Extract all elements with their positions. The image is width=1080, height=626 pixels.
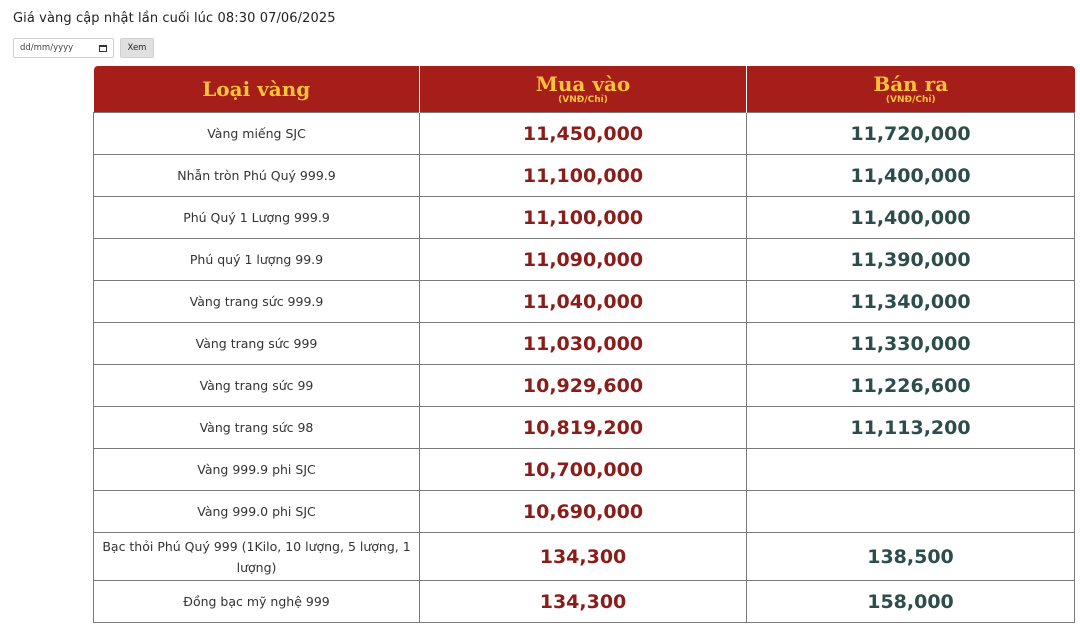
table-row (94, 281, 1075, 323)
row-sell-price: 158,000 (747, 581, 1075, 623)
header-gold-type-label: Loại vàng (202, 77, 311, 101)
row-name: Phú quý 1 lượng 99.9 (94, 239, 420, 281)
row-sell-price: 11,226,600 (747, 365, 1075, 407)
table-row (94, 581, 1075, 623)
row-buy-price: 10,700,000 (420, 449, 747, 491)
header-buy-label: Mua vào (535, 72, 631, 96)
row-buy-price: 11,040,000 (420, 281, 747, 323)
calendar-icon[interactable] (99, 45, 107, 52)
header-sell-unit: (VNĐ/Chỉ) (885, 95, 936, 105)
row-name: Vàng trang sức 98 (94, 407, 420, 449)
table-row (94, 533, 1075, 581)
table-row (94, 155, 1075, 197)
header-sell-label: Bán ra (873, 72, 949, 96)
row-name: Vàng trang sức 999 (94, 323, 420, 365)
table-row (94, 197, 1075, 239)
row-buy-price: 10,929,600 (420, 365, 747, 407)
last-updated-text: Giá vàng cập nhật lần cuối lúc 08:30 07/06/2025 (13, 11, 336, 26)
row-name: Nhẫn tròn Phú Quý 999.9 (94, 155, 420, 197)
table-header-row (94, 66, 1075, 113)
row-sell-price: 11,390,000 (747, 239, 1075, 281)
row-name: Vàng 999.9 phi SJC (94, 449, 420, 491)
row-sell-price: 11,340,000 (747, 281, 1075, 323)
table-row (94, 449, 1075, 491)
row-buy-price: 11,090,000 (420, 239, 747, 281)
date-input[interactable] (13, 38, 114, 58)
date-input-placeholder: dd/mm/yyyy (20, 43, 74, 53)
row-buy-price: 134,300 (420, 581, 747, 623)
row-name: Vàng 999.0 phi SJC (94, 491, 420, 533)
row-buy-price: 11,030,000 (420, 323, 747, 365)
row-sell-price: 11,400,000 (747, 197, 1075, 239)
table-row (94, 407, 1075, 449)
table-row (94, 239, 1075, 281)
row-name: Vàng trang sức 999.9 (94, 281, 420, 323)
table-row (94, 365, 1075, 407)
header-buy (420, 66, 747, 113)
table-row (94, 323, 1075, 365)
row-name: Vàng miếng SJC (94, 113, 420, 155)
row-buy-price: 11,450,000 (420, 113, 747, 155)
row-buy-price: 11,100,000 (420, 197, 747, 239)
row-name: Đồng bạc mỹ nghệ 999 (94, 581, 420, 623)
gold-price-table (93, 66, 1075, 623)
row-buy-price: 10,819,200 (420, 407, 747, 449)
row-buy-price: 134,300 (420, 533, 747, 581)
row-sell-price: 11,113,200 (747, 407, 1075, 449)
date-controls (13, 38, 154, 58)
row-buy-price: 11,100,000 (420, 155, 747, 197)
header-sell (747, 66, 1075, 113)
row-name: Vàng trang sức 99 (94, 365, 420, 407)
row-buy-price: 10,690,000 (420, 491, 747, 533)
row-sell-price (747, 491, 1075, 533)
header-gold-type (94, 66, 420, 113)
row-name: Phú Quý 1 Lượng 999.9 (94, 197, 420, 239)
table-row (94, 491, 1075, 533)
row-sell-price: 138,500 (747, 533, 1075, 581)
row-sell-price (747, 449, 1075, 491)
header-buy-unit: (VNĐ/Chỉ) (558, 95, 608, 105)
view-button[interactable]: Xem (120, 38, 154, 58)
row-name: Bạc thỏi Phú Quý 999 (1Kilo, 10 lượng, 5 lượng, 1 lượng) (94, 533, 420, 581)
table-row (94, 113, 1075, 155)
row-sell-price: 11,330,000 (747, 323, 1075, 365)
row-sell-price: 11,400,000 (747, 155, 1075, 197)
row-sell-price: 11,720,000 (747, 113, 1075, 155)
